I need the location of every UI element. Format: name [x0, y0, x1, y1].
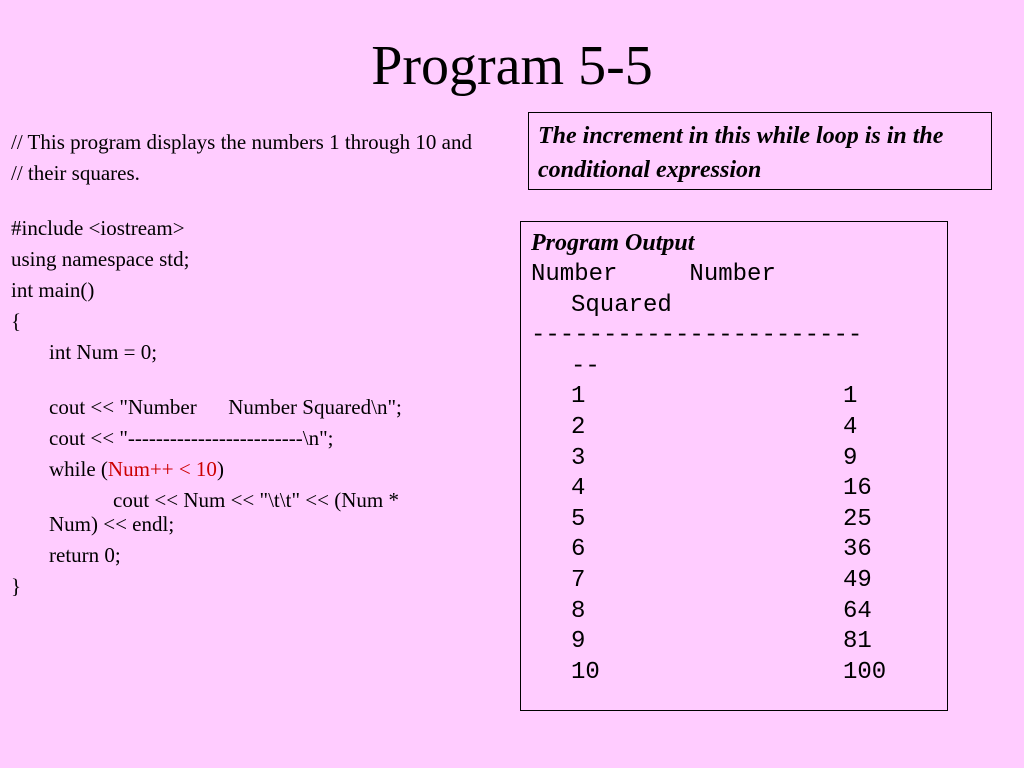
code-loop-body [11, 488, 511, 536]
output-number: 5 [571, 505, 586, 533]
output-row [531, 566, 947, 597]
output-square: 16 [843, 475, 872, 503]
code-comment-2: // their squares. [11, 161, 140, 185]
code-listing [11, 130, 511, 598]
code-loop-body-line-1: cout << Num << "\t\t" << (Num * [113, 488, 399, 512]
output-square: 1 [843, 383, 858, 411]
code-while-condition: Num++ < 10 [107, 457, 217, 481]
output-number: 6 [571, 536, 586, 564]
output-row [531, 505, 947, 536]
output-square: 25 [843, 505, 872, 533]
output-row [531, 535, 947, 566]
output-square: 49 [843, 566, 872, 594]
output-rows [531, 382, 947, 688]
output-header-line-1: Number Number [531, 261, 776, 288]
code-cout-divider: cout << "-------------------------\n"; [49, 426, 334, 450]
code-main: int main() [11, 278, 95, 302]
output-square: 9 [843, 444, 858, 472]
output-square: 4 [843, 413, 858, 441]
output-number: 4 [571, 475, 586, 503]
output-row [531, 382, 947, 413]
code-declaration: int Num = 0; [49, 340, 158, 364]
output-square: 100 [843, 658, 887, 686]
output-divider-line-2: -- [571, 352, 600, 380]
output-square: 36 [843, 536, 872, 564]
program-output-box [520, 221, 948, 711]
program-output-heading: Program Output [531, 230, 695, 256]
code-loop-body-line-2: Num) << endl; [49, 512, 175, 536]
output-square: 64 [843, 597, 872, 625]
slide-title: Program 5-5 [371, 35, 653, 97]
output-number: 8 [571, 597, 586, 625]
output-header-line-2: Squared [571, 291, 672, 319]
output-row [531, 444, 947, 475]
output-row [531, 597, 947, 628]
output-square: 81 [843, 628, 872, 656]
output-row [531, 413, 947, 444]
code-include: #include <iostream> [11, 216, 185, 240]
code-comment-1: // This program displays the numbers 1 through 10 and [11, 130, 472, 154]
output-number: 9 [571, 628, 586, 656]
callout-box: The increment in this while loop is in the conditional expression [528, 112, 992, 190]
output-row [531, 658, 947, 689]
output-number: 2 [571, 413, 586, 441]
code-close-brace: } [11, 574, 22, 598]
output-row [531, 474, 947, 505]
output-number: 7 [571, 566, 586, 594]
program-output-text [531, 260, 947, 688]
code-cout-header: cout << "Number Number Squared\n"; [49, 395, 402, 419]
output-number: 10 [571, 658, 600, 686]
code-using: using namespace std; [11, 247, 190, 271]
code-open-brace: { [11, 309, 22, 333]
code-return: return 0; [49, 543, 121, 567]
code-while [11, 457, 511, 481]
code-while-prefix: while ( [49, 457, 108, 481]
output-row [531, 627, 947, 658]
output-number: 3 [571, 444, 586, 472]
code-while-suffix: ) [216, 457, 224, 481]
output-divider-line-1: ----------------------- [531, 322, 863, 350]
output-number: 1 [571, 383, 586, 411]
